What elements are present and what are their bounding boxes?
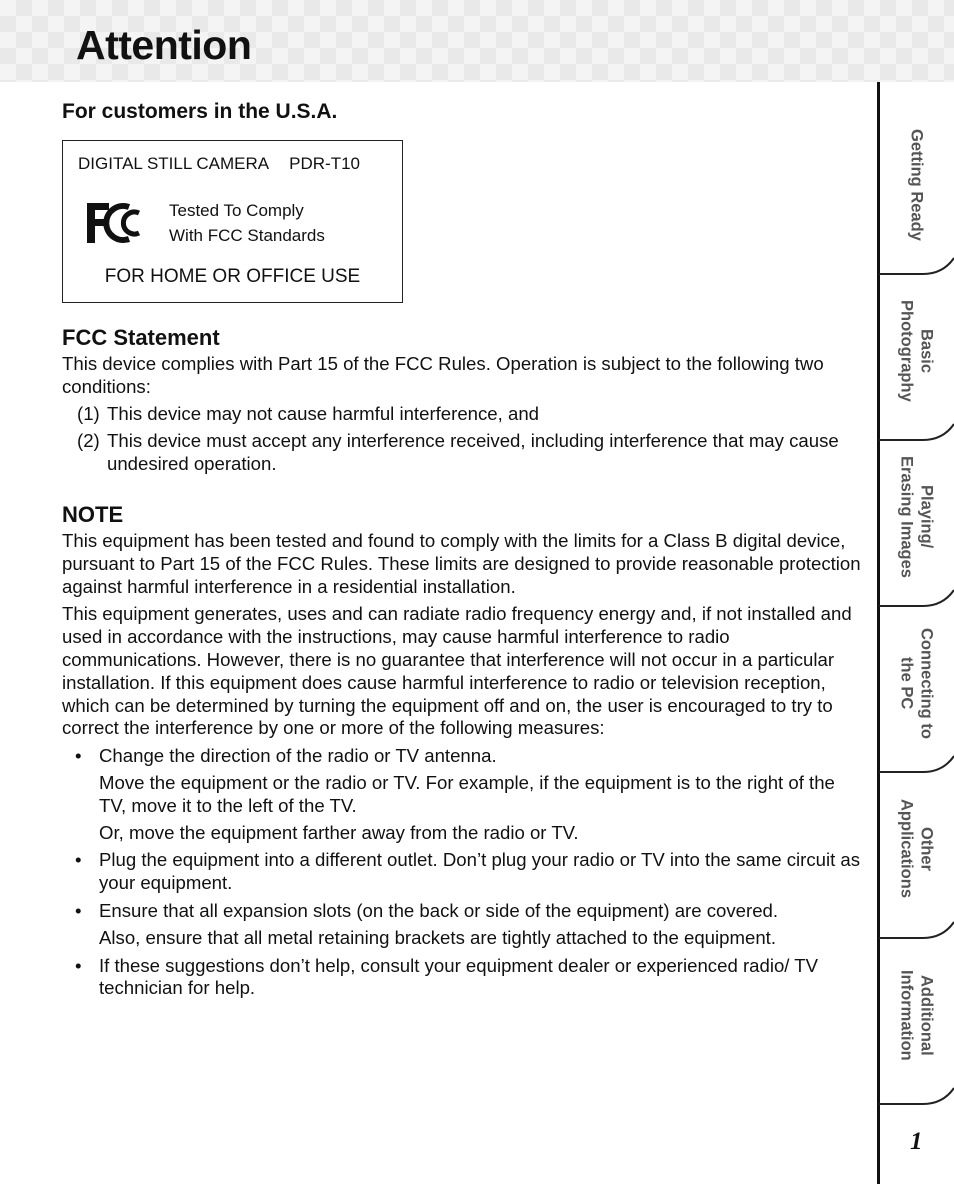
bullet-icon: • [75, 899, 82, 921]
fcc-model-line [78, 154, 360, 174]
tab-label: Additional Information [897, 969, 936, 1061]
tab-getting-ready[interactable] [879, 105, 954, 271]
fcc-statement-heading: FCC Statement [62, 325, 220, 350]
bullet-subtext: Move the equipment or the radio or TV. For example, if the equipment is to the right of the TV, move it to the left of the TV. [99, 771, 835, 816]
bullet-icon: • [75, 745, 82, 767]
main-content [62, 100, 862, 1000]
tab-divider-curve [879, 1087, 954, 1111]
bullet-icon: • [75, 849, 82, 871]
page-number: 1 [910, 1128, 923, 1155]
fcc-logo-icon [83, 199, 145, 247]
note-paragraph-1: This equipment has been tested and found to comply with the limits for a Class B digital device, pursuant to Part 15 of the FCC Rules. These limits are designed to provide reasonable protection against harmful interference in a residential installation. [62, 529, 861, 597]
tested-line-1: Tested To Comply [169, 201, 304, 220]
tab-label: Basic Photography [897, 300, 936, 402]
fcc-use-text: FOR HOME OR OFFICE USE [104, 266, 361, 287]
model-number: PDR-T10 [289, 154, 360, 173]
tab-additional-information[interactable] [879, 935, 954, 1101]
bullet-text: Change the direction of the radio or TV antenna. [99, 745, 497, 767]
bullet-icon: • [75, 954, 82, 976]
tab-label: Playing/ Erasing Images [897, 456, 936, 578]
bullet-subtext: Or, move the equipment farther away from the radio or TV. [99, 821, 579, 843]
condition-2 [62, 430, 862, 476]
condition-text: This device may not cause harmful interference, and [107, 402, 540, 424]
tab-label: Connecting to the PC [897, 627, 936, 739]
tab-label: Getting Ready [907, 129, 926, 241]
tab-connecting-to-the-pc[interactable] [879, 603, 954, 769]
bullet-subtext: Also, ensure that all metal retaining brackets are tightly attached to the equipment. [99, 926, 776, 948]
list-item [62, 745, 862, 768]
tab-playing-erasing-images[interactable] [879, 437, 954, 603]
tab-label: Other Applications [897, 799, 936, 899]
tested-line-2: With FCC Standards [169, 226, 325, 245]
condition-number: (1) [77, 402, 100, 424]
section-tabs [879, 105, 954, 1101]
usa-heading: For customers in the U.S.A. [62, 100, 338, 123]
tab-other-applications[interactable] [879, 769, 954, 935]
condition-1 [62, 403, 862, 426]
condition-number: (2) [77, 430, 100, 452]
bullet-text: Ensure that all expansion slots (on the back or side of the equipment) are covered. [99, 899, 779, 921]
list-item [62, 955, 862, 1001]
fcc-tested-text [169, 198, 325, 248]
fcc-intro: This device complies with Part 15 of the FCC Rules. Operation is subject to the following two conditions: [62, 353, 824, 397]
condition-text: This device must accept any interference received, including interference that may cause undesired operation. [107, 430, 839, 475]
list-item [62, 900, 862, 923]
product-name: DIGITAL STILL CAMERA [78, 154, 270, 173]
fcc-label-box [62, 140, 403, 303]
page-title: Attention [76, 22, 252, 68]
note-paragraph-2: This equipment generates, uses and can radiate radio frequency energy and, if not installed and used in accordance with the instructions, may cause harmful interference to radio communications. However, there is no guarantee that interference will not occur in a particular installation. If this equipment does cause harmful interference to radio or television reception, which can be determined by turning the equipment off and on, the user is encouraged to try to correct the interference by one or more of the following measures: [62, 603, 852, 739]
bullet-text: Plug the equipment into a different outlet. Don’t plug your radio or TV into the same circuit as your equipment. [99, 849, 861, 894]
note-heading: NOTE [62, 501, 124, 527]
bullet-text: If these suggestions don’t help, consult your equipment dealer or experienced radio/ TV technician for help. [99, 954, 819, 999]
tab-basic-photography[interactable] [879, 271, 954, 437]
list-item [62, 849, 862, 895]
